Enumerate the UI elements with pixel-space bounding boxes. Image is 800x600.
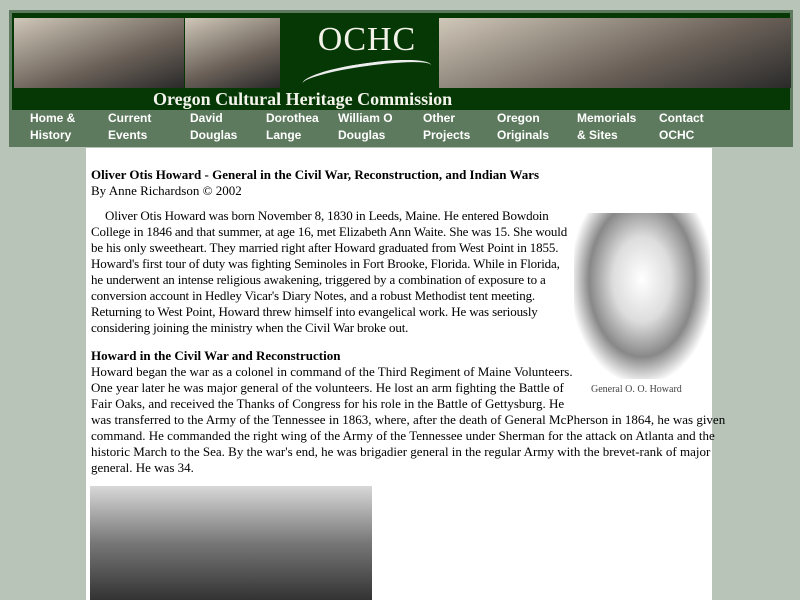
article-title: Oliver Otis Howard - General in the Civil War, Reconstruction, and Indian Wars — [91, 167, 540, 182]
howard-portrait-image — [574, 213, 710, 379]
site-header — [9, 10, 793, 147]
article-content — [86, 148, 726, 600]
nav-david-douglas[interactable]: David Douglas — [190, 111, 238, 142]
nav-dorothea-lange[interactable]: Dorothea Lange — [266, 111, 319, 142]
nav-current-events[interactable]: Current Events — [108, 111, 152, 142]
byline: By Anne Richardson © 2002 — [91, 183, 242, 198]
nav-william-o-douglas[interactable]: William O Douglas — [338, 111, 393, 142]
portrait-caption: General O. O. Howard — [591, 384, 682, 395]
nav-oregon-originals[interactable]: Oregon Originals — [497, 111, 550, 142]
paragraph-civil-war: Howard began the war as a colonel in command of the Third Regiment of Maine Volunteers. One year later he was major general of the volunteers. He lost an arm fighting the Battle of Fair Oaks, and received the Thanks of Congress for his role in the Battle of Gettysburg. He was transferred to the Army of the Tennessee in 1863, where, after the death of General McPherson in 1864, he was given command. He commanded the right wing of the Army of the Tennessee under Sherman for the attack on Atlanta and the historic March to the Sea. By the war's end, he was brigadier general in the regular Army with the brevet-rank of major general. He was 34. — [91, 364, 726, 475]
site-title: Oregon Cultural Heritage Commission — [153, 89, 453, 109]
paragraph-early-life: Oliver Otis Howard was born November 8, 1830 in Leeds, Maine. He entered Bowdoin College in 1846 and that summer, at age 16, met Elizabeth Ann Waite. She was 15. She would be his only sweetheart. They married right after Howard graduated from West Point in 1855. Howard's first tour of duty was fighting Seminoles in Fort Brooke, Florida. While in Florida, he underwent an intense religious awakening, triggered by a combination of exposure to a conversion account in Hedley Vicar's Diary Notes, and a robust Methodist tent meeting. Returning to West Point, Howard threw himself into evangelical work. He was seriously considering joining the ministry when the Civil War broke out. — [91, 208, 568, 335]
banner-photos-right — [439, 18, 791, 88]
banner-photos-left — [14, 18, 184, 88]
nav-home-history[interactable]: Home & History — [30, 111, 76, 142]
nav-contact[interactable]: Contact OCHC — [659, 111, 704, 142]
section-heading: Howard in the Civil War and Reconstruction — [91, 348, 341, 363]
logo[interactable]: OCHC — [317, 21, 417, 58]
nav-other-projects[interactable]: Other Projects — [423, 111, 471, 142]
banner-photo — [185, 18, 280, 88]
nav-memorials-sites[interactable]: Memorials & Sites — [577, 111, 637, 142]
banner — [12, 13, 790, 110]
generals-group-photo — [90, 486, 372, 600]
